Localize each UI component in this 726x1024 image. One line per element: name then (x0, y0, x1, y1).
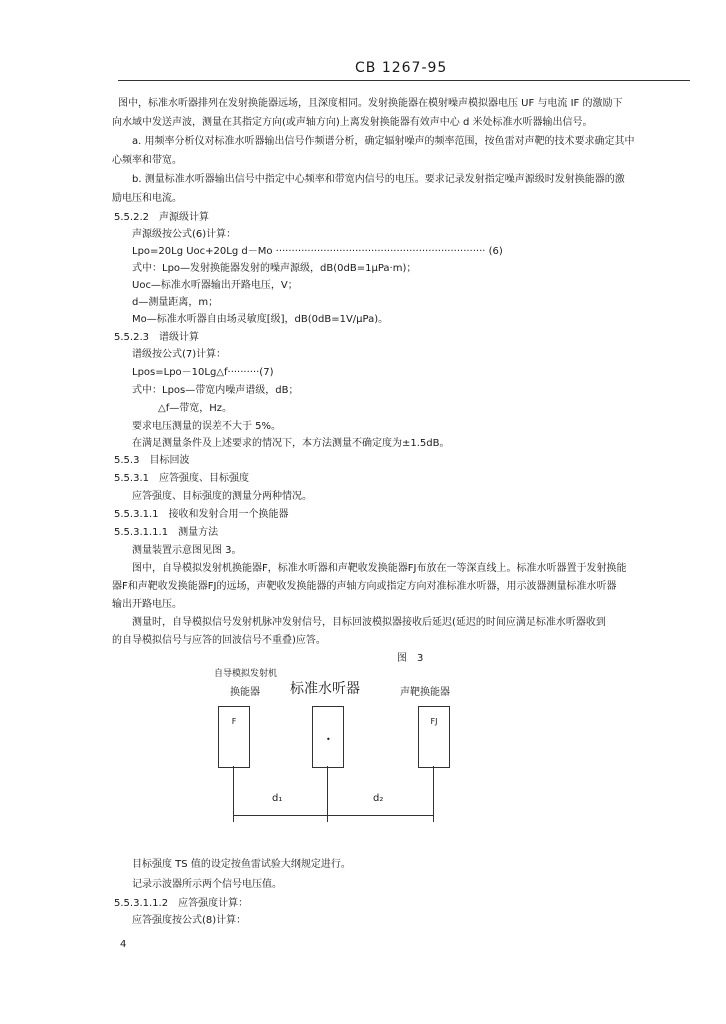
standard-code: CB 1267-95 (355, 60, 448, 76)
drop-line-mid (327, 766, 328, 822)
paragraph-line: 的自导模拟信号与应答的回波信号不重叠)应答。 (112, 635, 326, 646)
paragraph-line: 图中，标准水听器排列在发射换能器远场，且深度相同。发射换能器在模射噪声模拟器电压 UF 与电流 IF 的激励下 (118, 98, 623, 109)
paragraph-line: 式中：Lpos—带宽内噪声谱级，dB； (132, 385, 299, 396)
section-heading: 5.5.2.2 声源级计算 (114, 212, 209, 223)
paragraph-line: 输出开路电压。 (112, 599, 182, 610)
figure-label-target-transducer: 声靶换能器 (400, 687, 450, 698)
distance-d2: d₂ (373, 793, 384, 804)
paragraph-line: 记录示波器所示两个信号电压值。 (132, 879, 282, 890)
paragraph-line: Mo—标准水听器自由场灵敏度[级]，dB(0dB=1V/μPa)。 (132, 314, 389, 325)
paragraph-line: 测量时，自导模拟信号发射机脉冲发射信号，目标回波模拟器接收后延迟(延迟的时间应满足标准水听器收到 (132, 617, 606, 628)
page-number: 4 (120, 939, 127, 950)
paragraph-line: 测量装置示意图见图 3。 (132, 545, 242, 556)
transducer-f-label: F (231, 717, 237, 726)
target-transducer-box (418, 706, 450, 768)
paragraph-line: 向水域中发送声波，测量在其指定方向(或声轴方向)上离发射换能器有效声中心 d 米处标准水听器输出信号。 (112, 117, 593, 128)
section-heading: 5.5.3 目标回波 (114, 455, 190, 466)
drop-line-right (433, 766, 434, 822)
target-transducer-label: FJ (430, 717, 438, 726)
paragraph-line: d—测量距离，m； (132, 297, 219, 308)
hydrophone-box (312, 706, 344, 768)
section-heading: 5.5.3.1.1 接收和发射合用一个换能器 (114, 509, 289, 520)
paragraph-line: 励电压和电流。 (112, 193, 182, 204)
transducer-f-box (218, 706, 250, 768)
header-rule (118, 80, 690, 81)
equation-7: Lpos=Lpo－10Lg△f··········(7) (132, 367, 274, 378)
figure-label-hydrophone: 标准水听器 (290, 681, 360, 697)
figure-label-source: 自导模拟发射机 (214, 669, 278, 679)
paragraph-line: 应答强度按公式(8)计算： (132, 915, 247, 926)
distance-d1: d₁ (272, 793, 283, 804)
paragraph-line: a. 用频率分析仪对标准水听器输出信号作频谱分析，确定辐射噪声的频率范围，按鱼雷对声靶的技术要求确定其中 (132, 136, 635, 147)
section-heading: 5.5.3.1 应答强度、目标强度 (114, 473, 249, 484)
paragraph-line: 器F和声靶收发换能器FJ的远场，声靶收发换能器的声轴方向或指定方向对准标准水听器，用示波器测量标准水听器 (112, 581, 617, 592)
distance-line (233, 815, 434, 816)
paragraph-line: 应答强度、目标强度的测量分两种情况。 (132, 491, 312, 502)
paragraph-line: 要求电压测量的误差不大于 5%。 (132, 421, 282, 432)
paragraph-line: Uoc—标准水听器输出开路电压，V； (132, 280, 298, 291)
equation-6: Lpo=20Lg Uoc+20Lg d－Mo ·································································· (6) (132, 246, 503, 257)
drop-line-left (233, 766, 234, 822)
paragraph-line: △f—带宽，Hz。 (158, 403, 232, 414)
paragraph-line: 式中：Lpo—发射换能器发射的噪声源级，dB(0dB=1μPa·m)； (132, 263, 417, 274)
paragraph-line: b. 测量标准水听器输出信号中指定中心频率和带宽内信号的电压。要求记录发射指定噪声源级时发射换能器的激 (132, 174, 625, 185)
paragraph-line: 目标强度 TS 值的设定按鱼雷试验大纲规定进行。 (132, 859, 351, 870)
paragraph-line: 声源级按公式(6)计算： (132, 229, 237, 240)
section-heading: 5.5.2.3 谱级计算 (114, 332, 199, 343)
hydrophone-dot: • (326, 735, 331, 744)
figure-label-transducer: 换能器 (230, 687, 260, 698)
section-heading: 5.5.3.1.1.2 应答强度计算： (114, 898, 249, 909)
paragraph-line: 心频率和带宽。 (112, 155, 182, 166)
paragraph-line: 谱级按公式(7)计算： (132, 349, 227, 360)
figure-title: 图 3 (397, 653, 424, 664)
section-heading: 5.5.3.1.1.1 测量方法 (114, 527, 219, 538)
paragraph-line: 图中，自导模拟发射机换能器F，标准水听器和声靶收发换能器FJ布放在一等深直线上。标准水听器置于发射换能 (132, 563, 627, 574)
paragraph-line: 在满足测量条件及上述要求的情况下，本方法测量不确定度为±1.5dB。 (132, 438, 450, 449)
